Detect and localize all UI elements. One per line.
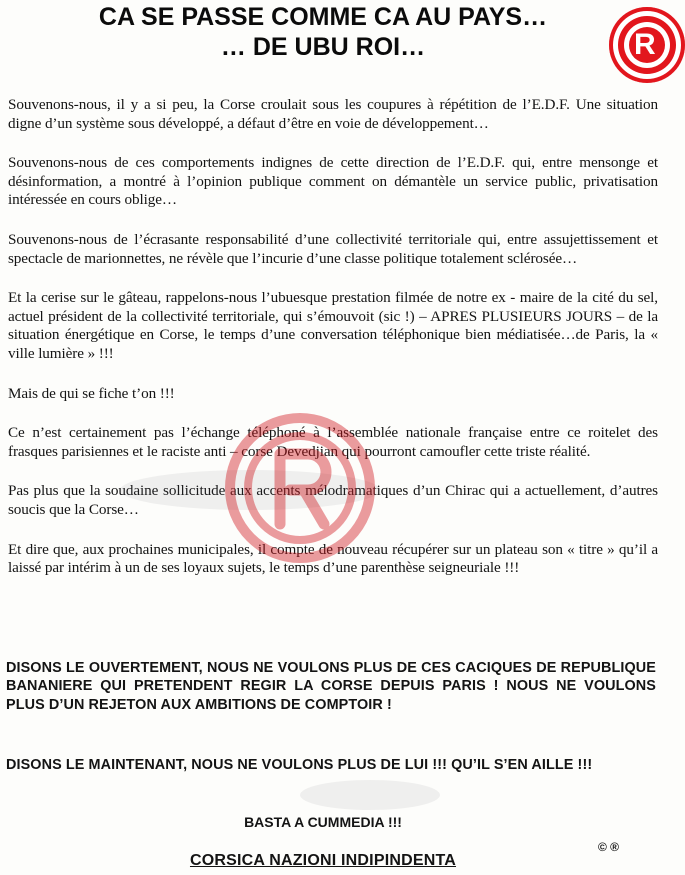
paragraph: Souvenons-nous, il y a si peu, la Corse croulait sous les coupures à répétition de l’E.D.F. Une situation digne d’un système sous développé, a défaut d’être en voie de développement… <box>8 96 658 132</box>
caps-statement: DISONS LE MAINTENANT, NOUS NE VOULONS PLUS DE LUI !!! QU’IL S’EN AILLE !!! <box>6 757 593 773</box>
logo-letter: R <box>634 28 656 61</box>
copyright-mark: © ® <box>598 840 620 854</box>
paragraph: Pas plus que la soudaine sollicitude aux accents mélodramatiques d’un Chirac qui a actuellement, d’autres soucis que la Corse… <box>8 482 658 518</box>
title-line-1: CA SE PASSE COMME CA AU PAYS… <box>98 3 548 31</box>
paragraph: Souvenons-nous de l’écrasante responsabilité d’une collectivité territoriale qui, entre assujettissement et spectacle de marionnettes, ne révèle que l’incurie d’une classe politique totalement sclérosée… <box>8 230 658 267</box>
paragraph: Ce n’est certainement pas l’échange téléphoné à l’assemblée nationale française entre ce roitelet des frasques parisiennes et le raciste anti – corse Devedjian qui pourront camoufler cette triste réalité. <box>8 424 658 460</box>
body-text <box>8 96 658 598</box>
registered-logo-icon <box>609 7 685 83</box>
caps-statement: DISONS LE OUVERTEMENT, NOUS NE VOULONS PLUS DE CES CACIQUES DE REPUBLIQUE BANANIERE QUI PRETENDENT REGIR LA CORSE DEPUIS PARIS ! NOUS NE VOULONS PLUS D’UN REJETON AUX AMBITIONS DE COMPTOIR ! <box>6 660 656 713</box>
paragraph: Et dire que, aux prochaines municipales, il compte de nouveau récupérer sur un plateau son « titre » qu’il a laissé par intérim à un de ses loyaux sujets, le temps d’une parenthèse seigneuriale !!! <box>8 540 658 577</box>
title-line-2: … DE UBU ROI… <box>220 33 426 61</box>
paragraph: Souvenons-nous de ces comportements indignes de cette direction de l’E.D.F. qui, entre mensonge et désinformation, a montré à l’opinion publique comment on démantèle un service public, privatisation intéressée en cours oblige… <box>8 154 658 209</box>
closing-slogan: BASTA A CUMMEDIA !!! <box>244 814 402 830</box>
document-title <box>0 2 646 62</box>
scan-smudge <box>300 780 440 810</box>
signature: CORSICA NAZIONI INDIPINDENTA <box>189 852 457 869</box>
paragraph: Et la cerise sur le gâteau, rappelons-nous l’ubuesque prestation filmée de notre ex - maire de la cité du sel, actuel président de la collectivité territoriale, qui s’émouvoit (sic !) – APRES PLUSIEURS JOURS – de la situation énergétique en Corse, le temps d’une conversation téléphonique bien médiatisée…de Paris, la « ville lumière » !!! <box>8 289 658 362</box>
paragraph: Mais de qui se fiche t’on !!! <box>8 384 175 402</box>
